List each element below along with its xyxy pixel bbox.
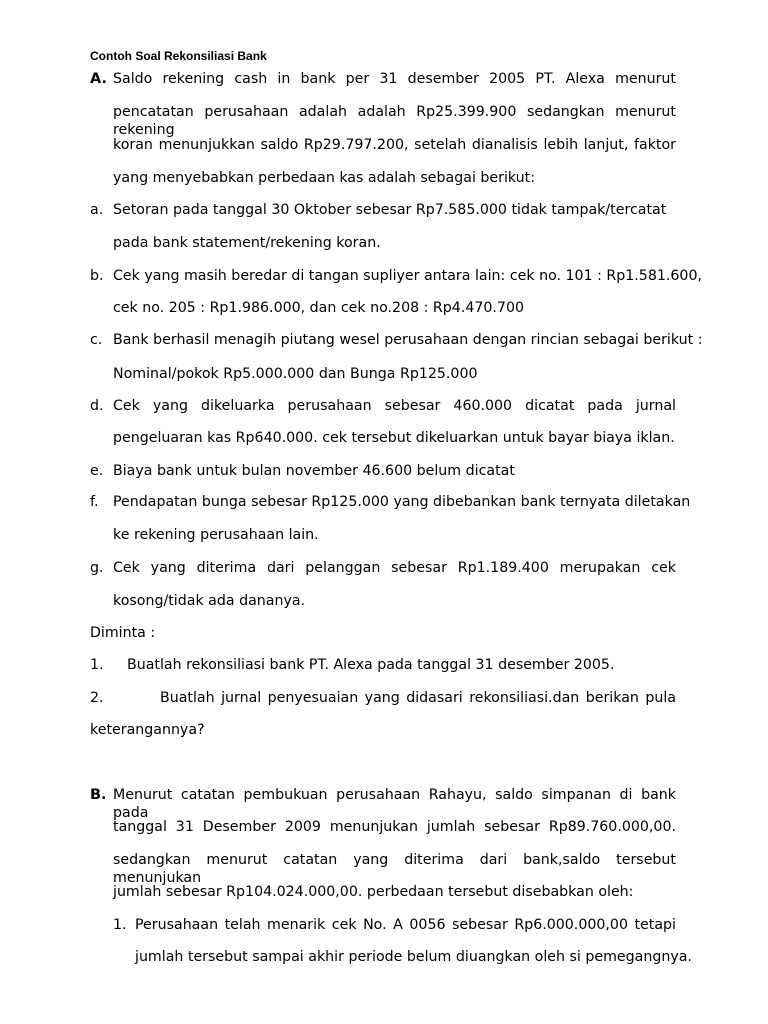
section-b-list-item-1-line: jumlah tersebut sampai akhir periode belum diuangkan oleh si pemegangnya. (135, 949, 692, 965)
section-a-intro-line: pencatatan perusahaan adalah adalah Rp25.399.900 sedangkan menurut rekening (113, 104, 676, 138)
section-b-intro-line: Menurut catatan pembukuan perusahaan Rahayu, saldo simpanan di bank pada (113, 787, 676, 821)
list-marker-g: g. (90, 560, 104, 576)
section-a-intro-line: koran menunjukkan saldo Rp29.797.200, setelah dianalisis lebih lanjut, faktor (113, 137, 676, 153)
task-2-continuation: keterangannya? (90, 722, 205, 738)
list-item-d-line: pengeluaran kas Rp640.000. cek tersebut dikeluarkan untuk bayar biaya iklan. (113, 430, 675, 446)
task-2-text: Buatlah jurnal penyesuaian yang didasari rekonsiliasi.dan berikan pula (160, 690, 676, 706)
list-marker-f: f. (90, 494, 99, 510)
section-a-intro-line: Saldo rekening cash in bank per 31 desember 2005 PT. Alexa menurut (113, 71, 676, 87)
list-item-f-line: Pendapatan bunga sebesar Rp125.000 yang dibebankan bank ternyata diletakan (113, 494, 691, 510)
section-b-intro-line: tanggal 31 Desember 2009 menunjukan jumlah sebesar Rp89.760.000,00. (113, 819, 676, 835)
list-item-a-line: pada bank statement/rekening koran. (113, 235, 381, 251)
list-item-b-line: Cek yang masih beredar di tangan supliyer antara lain: cek no. 101 : Rp1.581.600, (113, 268, 702, 284)
task-1-text: Buatlah rekonsiliasi bank PT. Alexa pada tanggal 31 desember 2005. (127, 657, 615, 673)
document-title: Contoh Soal Rekonsiliasi Bank (90, 49, 267, 63)
list-item-a-line: Setoran pada tanggal 30 Oktober sebesar Rp7.585.000 tidak tampak/tercatat (113, 202, 667, 218)
section-b-marker: B. (90, 787, 107, 803)
list-item-c-line: Bank berhasil menagih piutang wesel perusahaan dengan rincian sebagai berikut : (113, 332, 703, 348)
task-marker-2: 2. (90, 690, 104, 706)
section-a-intro-line: yang menyebabkan perbedaan kas adalah sebagai berikut: (113, 170, 536, 186)
list-marker-e: e. (90, 463, 104, 479)
list-item-g-line: kosong/tidak ada dananya. (113, 593, 306, 609)
list-item-g-line: Cek yang diterima dari pelanggan sebesar Rp1.189.400 merupakan cek (113, 560, 676, 576)
list-marker-d: d. (90, 398, 104, 414)
list-item-c-line: Nominal/pokok Rp5.000.000 dan Bunga Rp125.000 (113, 366, 478, 382)
section-b-list-item-1-line: Perusahaan telah menarik cek No. A 0056 sebesar Rp6.000.000,00 tetapi (135, 917, 676, 933)
list-item-b-line: cek no. 205 : Rp1.986.000, dan cek no.208 : Rp4.470.700 (113, 300, 525, 316)
section-b-list-marker-1: 1. (113, 917, 127, 933)
list-marker-c: c. (90, 332, 103, 348)
section-b-intro-line: sedangkan menurut catatan yang diterima dari bank,saldo tersebut menunjukan (113, 852, 676, 886)
section-a-marker: A. (90, 71, 107, 87)
list-item-e-line: Biaya bank untuk bulan november 46.600 belum dicatat (113, 463, 515, 479)
task-marker-1: 1. (90, 657, 104, 673)
list-item-f-line: ke rekening perusahaan lain. (113, 527, 319, 543)
list-marker-b: b. (90, 268, 104, 284)
list-item-d-line: Cek yang dikeluarka perusahaan sebesar 460.000 dicatat pada jurnal (113, 398, 676, 414)
list-marker-a: a. (90, 202, 104, 218)
diminta-label: Diminta : (90, 625, 156, 641)
section-b-intro-line: jumlah sebesar Rp104.024.000,00. perbedaan tersebut disebabkan oleh: (113, 884, 634, 900)
